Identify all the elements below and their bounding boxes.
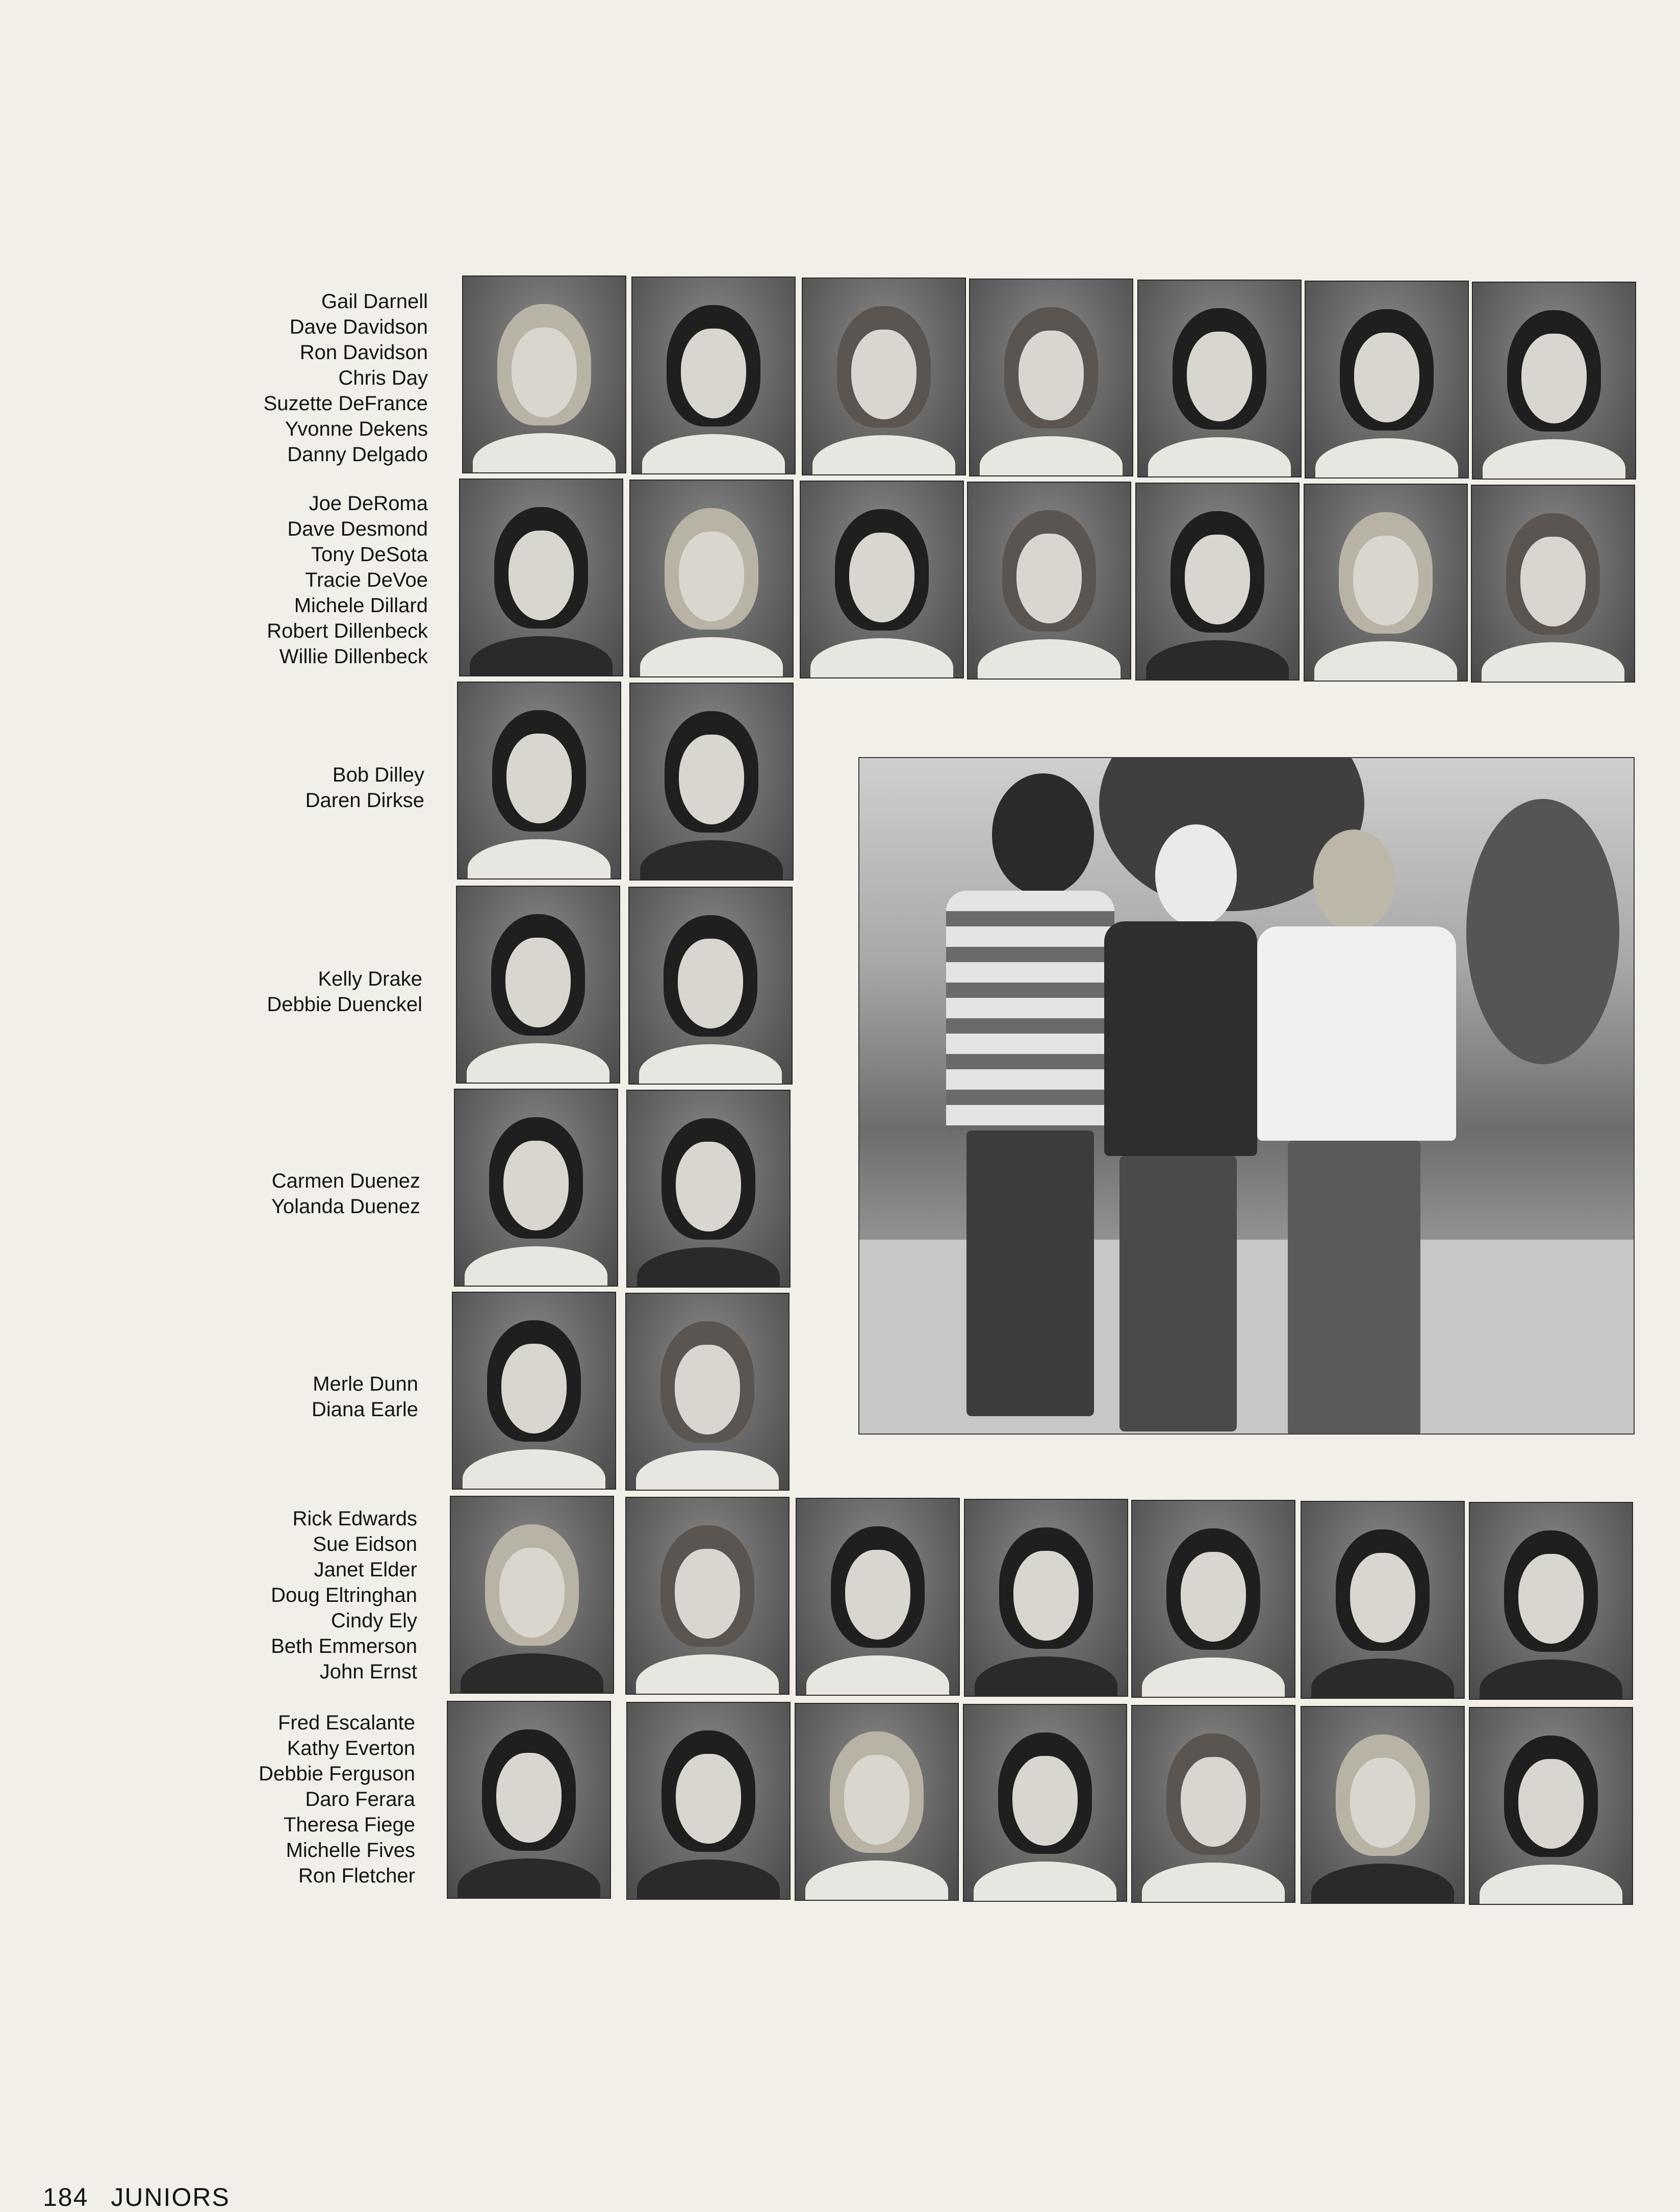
name-list-group-6 bbox=[312, 1371, 418, 1422]
portrait-photo bbox=[969, 279, 1133, 476]
candid-photo bbox=[858, 757, 1635, 1435]
name-list-group-3 bbox=[306, 762, 424, 813]
portrait-photo bbox=[963, 1704, 1127, 1902]
portrait-photo bbox=[456, 886, 620, 1084]
portrait-photo bbox=[625, 1497, 790, 1695]
portrait-photo bbox=[462, 275, 626, 473]
name-item: Yvonne Dekens bbox=[285, 418, 428, 440]
portrait-photo bbox=[1131, 1705, 1295, 1903]
name-item: Beth Emmerson bbox=[271, 1635, 417, 1657]
name-item: Gail Darnell bbox=[321, 290, 428, 313]
name-list-group-7 bbox=[271, 1506, 417, 1685]
name-item: Daren Dirkse bbox=[305, 789, 424, 812]
name-item: Janet Elder bbox=[314, 1559, 417, 1581]
name-item: Dave Davidson bbox=[289, 316, 428, 338]
name-item: Bob Dilley bbox=[332, 764, 424, 786]
name-item: John Ernst bbox=[319, 1661, 417, 1683]
name-item: Danny Delgado bbox=[287, 443, 428, 466]
portrait-photo bbox=[631, 276, 796, 474]
portrait-photo bbox=[800, 481, 964, 678]
name-item: Robert Dillenbeck bbox=[267, 620, 428, 642]
portrait-photo bbox=[1301, 1501, 1465, 1699]
name-item: Suzette DeFrance bbox=[263, 392, 428, 415]
name-item: Chris Day bbox=[338, 367, 428, 389]
portrait-photo bbox=[454, 1089, 618, 1287]
portrait-photo bbox=[626, 1702, 791, 1900]
name-item: Diana Earle bbox=[311, 1398, 418, 1421]
name-item: Joe DeRoma bbox=[309, 492, 428, 515]
portrait-photo bbox=[1137, 280, 1302, 477]
name-item: Cindy Ely bbox=[331, 1610, 417, 1632]
name-item: Willie Dillenbeck bbox=[279, 645, 428, 668]
tree-shape bbox=[1466, 799, 1619, 1064]
portrait-photo bbox=[459, 479, 623, 676]
portrait-photo bbox=[1469, 1707, 1633, 1905]
portrait-photo bbox=[802, 278, 966, 475]
portrait-photo bbox=[1135, 483, 1300, 681]
portrait-photo bbox=[457, 682, 621, 879]
portrait-photo bbox=[1304, 484, 1468, 682]
portrait-photo bbox=[626, 1090, 791, 1288]
name-item: Theresa Fiege bbox=[284, 1814, 415, 1836]
name-list-group-1 bbox=[264, 289, 428, 467]
section-title: JUNIORS bbox=[111, 2183, 230, 2211]
name-list-group-8 bbox=[259, 1710, 415, 1889]
name-item: Michele Dillard bbox=[294, 594, 428, 617]
name-item: Ron Fletcher bbox=[298, 1865, 415, 1887]
portrait-photo bbox=[1469, 1502, 1633, 1700]
name-item: Rick Edwards bbox=[292, 1507, 417, 1530]
portrait-photo bbox=[967, 482, 1131, 680]
portrait-photo bbox=[796, 1498, 960, 1696]
name-item: Tony DeSota bbox=[311, 543, 428, 566]
page-footer bbox=[43, 2182, 230, 2212]
name-item: Debbie Duenckel bbox=[267, 993, 422, 1016]
portrait-photo bbox=[625, 1293, 790, 1491]
name-item: Debbie Ferguson bbox=[259, 1763, 415, 1785]
portrait-photo bbox=[629, 480, 794, 677]
portrait-photo bbox=[795, 1703, 959, 1901]
name-list-group-2 bbox=[267, 491, 428, 669]
portrait-photo bbox=[452, 1292, 616, 1490]
portrait-photo bbox=[1305, 281, 1469, 479]
portrait-photo bbox=[1471, 485, 1635, 683]
portrait-photo bbox=[629, 683, 794, 881]
name-list-group-5 bbox=[271, 1168, 420, 1219]
portrait-photo bbox=[447, 1701, 611, 1899]
name-item: Kelly Drake bbox=[318, 968, 422, 990]
name-item: Fred Escalante bbox=[277, 1712, 415, 1734]
name-item: Michelle Fives bbox=[286, 1839, 415, 1862]
portrait-photo bbox=[964, 1499, 1128, 1697]
name-item: Ron Davidson bbox=[299, 341, 428, 364]
portrait-photo bbox=[628, 887, 793, 1085]
name-item: Dave Desmond bbox=[287, 518, 428, 540]
name-item: Kathy Everton bbox=[287, 1737, 415, 1759]
name-item: Yolanda Duenez bbox=[271, 1195, 420, 1218]
page-number: 184 bbox=[43, 2183, 89, 2211]
name-item: Carmen Duenez bbox=[271, 1170, 420, 1192]
name-item: Daro Ferara bbox=[305, 1788, 415, 1811]
name-item: Doug Eltringhan bbox=[271, 1584, 417, 1606]
name-item: Tracie DeVoe bbox=[305, 569, 428, 591]
portrait-photo bbox=[1301, 1706, 1465, 1904]
name-item: Sue Eidson bbox=[313, 1533, 417, 1555]
portrait-photo bbox=[1131, 1500, 1295, 1698]
name-item: Merle Dunn bbox=[313, 1373, 418, 1395]
portrait-photo bbox=[1472, 282, 1636, 480]
portrait-photo bbox=[450, 1496, 614, 1694]
name-list-group-4 bbox=[267, 966, 422, 1017]
